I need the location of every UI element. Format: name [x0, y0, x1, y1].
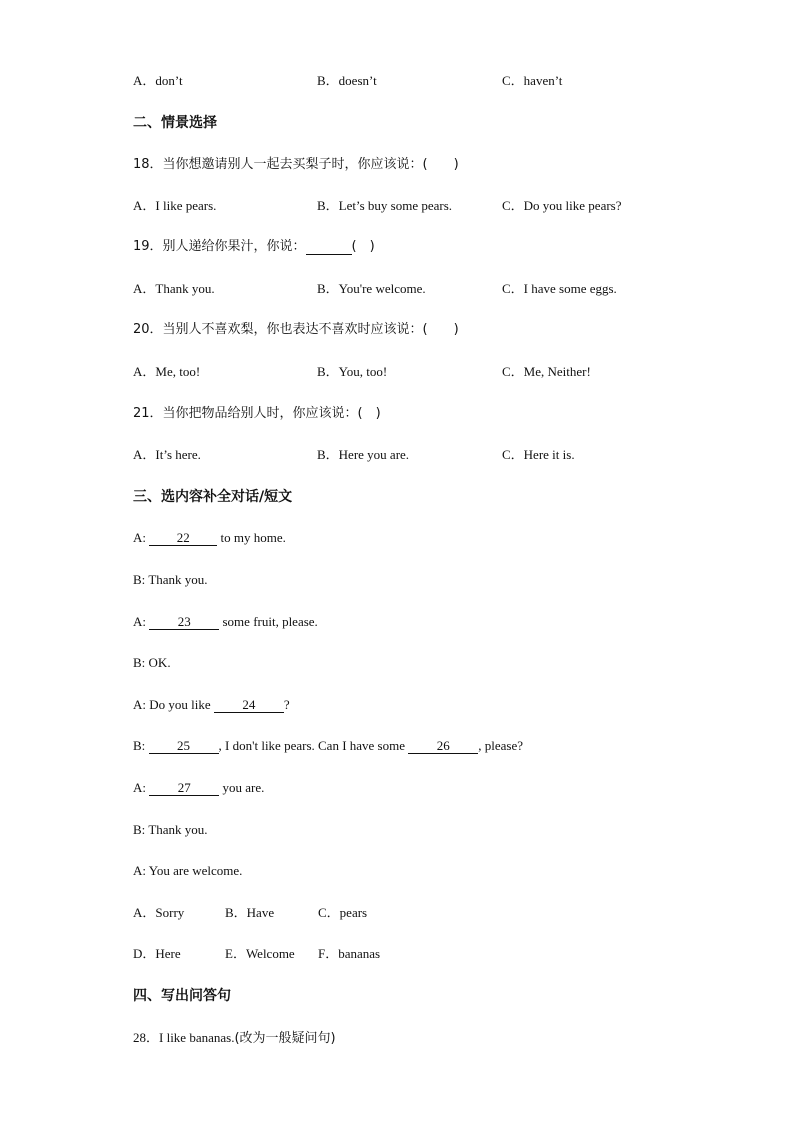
q19-option-c: C．I have some eggs.: [502, 281, 617, 296]
dialogue-text: You are welcome.: [148, 863, 243, 878]
choice-c: C．pears: [318, 905, 368, 920]
question-28: [133, 1029, 336, 1048]
section-2-heading: 二、情景选择: [133, 115, 217, 131]
section-3-heading: 三、选内容补全对话/短文: [133, 489, 293, 505]
dialogue-text: to my home.: [217, 530, 286, 545]
dialogue-line-9: [133, 862, 242, 880]
speaker: A:: [133, 530, 146, 545]
option-b-prev: B．doesn’t: [317, 73, 377, 88]
speaker: B:: [133, 822, 146, 837]
blank-25[interactable]: 25: [149, 739, 219, 754]
q21-option-c: C．Here it is.: [502, 447, 575, 462]
choice-e: E．Welcome: [225, 946, 295, 961]
question-18: 18．当你想邀请别人一起去买梨子时，你应该说：( ): [133, 157, 459, 172]
option-c-prev: C．haven’t: [502, 73, 563, 88]
dialogue-line-2: [133, 571, 208, 589]
section-4-heading: 四、写出问答句: [133, 988, 231, 1004]
dialogue-text: , I don't like pears. Can I have some: [218, 738, 409, 753]
choice-d: D．Here: [133, 946, 181, 961]
dialogue-line-4: [133, 654, 171, 672]
speaker: B:: [133, 572, 146, 587]
dialogue-text: Do you like: [149, 697, 214, 712]
dialogue-line-7: [133, 779, 264, 797]
speaker: A:: [133, 780, 146, 795]
q20-option-a: A．Me, too!: [133, 364, 201, 379]
dialogue-text: Thank you.: [148, 572, 208, 587]
q21-option-b: B．Here you are.: [317, 447, 410, 462]
blank-26[interactable]: 26: [408, 739, 478, 754]
question-28-note: (改为一般疑问句): [234, 1031, 336, 1046]
dialogue-text: ?: [283, 697, 290, 712]
speaker: A:: [133, 614, 146, 629]
q20-option-b: B．You, too!: [317, 364, 388, 379]
question-19: [133, 238, 375, 256]
dialogue-text: , please?: [478, 738, 524, 753]
question-21: 21．当你把物品给别人时，你应该说：( ): [133, 406, 381, 421]
question-19-suffix: ( ): [351, 239, 375, 254]
speaker: B:: [133, 738, 146, 753]
blank-24[interactable]: 24: [214, 698, 284, 713]
q20-option-c: C．Me, Neither!: [502, 364, 591, 379]
question-19-text: 19．别人递给你果汁，你说：: [133, 239, 306, 254]
question-20: 20．当别人不喜欢梨，你也表达不喜欢时应该说：( ): [133, 322, 459, 337]
dialogue-text: Thank you.: [148, 822, 208, 837]
blank-22[interactable]: 22: [149, 531, 217, 546]
speaker: A:: [133, 863, 146, 878]
option-a-prev: A．don’t: [133, 73, 183, 88]
q18-option-c: C．Do you like pears?: [502, 198, 622, 213]
choice-f: F．bananas: [318, 946, 381, 961]
dialogue-text: OK.: [148, 655, 171, 670]
q19-option-a: A．Thank you.: [133, 281, 215, 296]
speaker: A:: [133, 697, 146, 712]
q18-option-a: A．I like pears.: [133, 198, 217, 213]
dialogue-line-6: [133, 737, 523, 755]
blank-27[interactable]: 27: [149, 781, 219, 796]
dialogue-line-3: [133, 613, 318, 631]
dialogue-text: some fruit, please.: [219, 614, 318, 629]
speaker: B:: [133, 655, 146, 670]
q21-option-a: A．It’s here.: [133, 447, 201, 462]
dialogue-line-1: [133, 529, 286, 547]
q19-option-b: B．You're welcome.: [317, 281, 426, 296]
blank-23[interactable]: 23: [149, 615, 219, 630]
choice-b: B．Have: [225, 905, 275, 920]
dialogue-text: you are.: [219, 780, 265, 795]
choice-a: A．Sorry: [133, 905, 185, 920]
question-28-text: 28．I like bananas.: [133, 1030, 235, 1045]
q18-option-b: B．Let’s buy some pears.: [317, 198, 453, 213]
dialogue-line-5: [133, 696, 290, 714]
dialogue-line-8: [133, 821, 208, 839]
q19-answer-blank[interactable]: [306, 240, 352, 255]
